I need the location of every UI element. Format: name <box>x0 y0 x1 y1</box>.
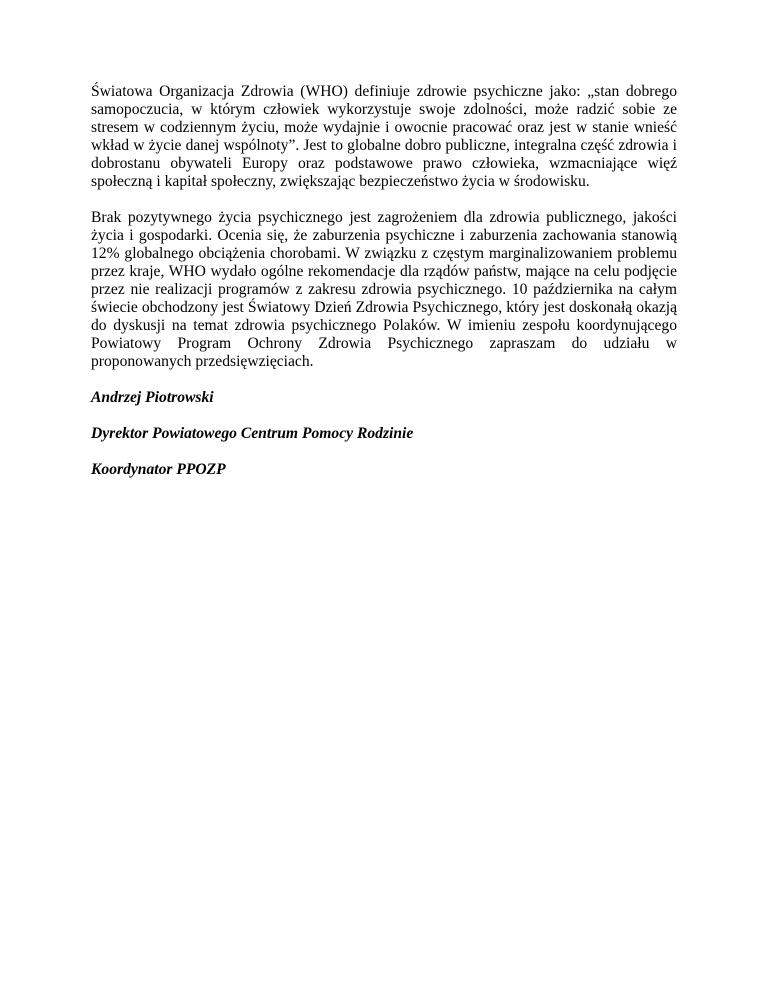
signature-name: Andrzej Piotrowski <box>91 389 214 406</box>
document-body <box>91 83 677 497</box>
signature-position: Dyrektor Powiatowego Centrum Pomocy Rodzinie <box>91 425 414 442</box>
paragraph-who-definition: Światowa Organizacja Zdrowia (WHO) definiuje zdrowie psychiczne jako: „stan dobrego samopoczucia, w którym człowiek wykorzystuje swoje zdolności, może radzić sobie ze stresem w codziennym życiu, może wydajnie i owocnie pracować oraz jest w stanie wnieść wkład w życie danej wspólnoty”. Jest to globalne dobro publiczne, integralna część zdrowia i dobrostanu obywateli Europy oraz podstawowe prawo człowieka, wzmacniające więź społeczną i kapitał społeczny, zwiększając bezpieczeństwo życia w środowisku. <box>91 83 677 190</box>
paragraph-mental-health-problem: Brak pozytywnego życia psychicznego jest zagrożeniem dla zdrowia publicznego, jakości życia i gospodarki. Ocenia się, że zaburzenia psychiczne i zaburzenia zachowania stanowią 12% globalnego obciążenia chorobami. W związku z częstym marginalizowaniem problemu przez kraje, WHO wydało ogólne rekomendacje dla rządów państw, mające na celu podjęcie przez nie realizacji programów z zakresu zdrowia psychicznego. 10 października na całym świecie obchodzony jest Światowy Dzień Zdrowia Psychicznego, który jest doskonałą okazją do dyskusji na temat zdrowia psychicznego Polaków. W imieniu zespołu koordynującego Powiatowy Program Ochrony Zdrowia Psychicznego zapraszam do udziału w proponowanych przedsięwzięciach. <box>91 209 677 370</box>
signature-role: Koordynator PPOZP <box>91 461 226 478</box>
